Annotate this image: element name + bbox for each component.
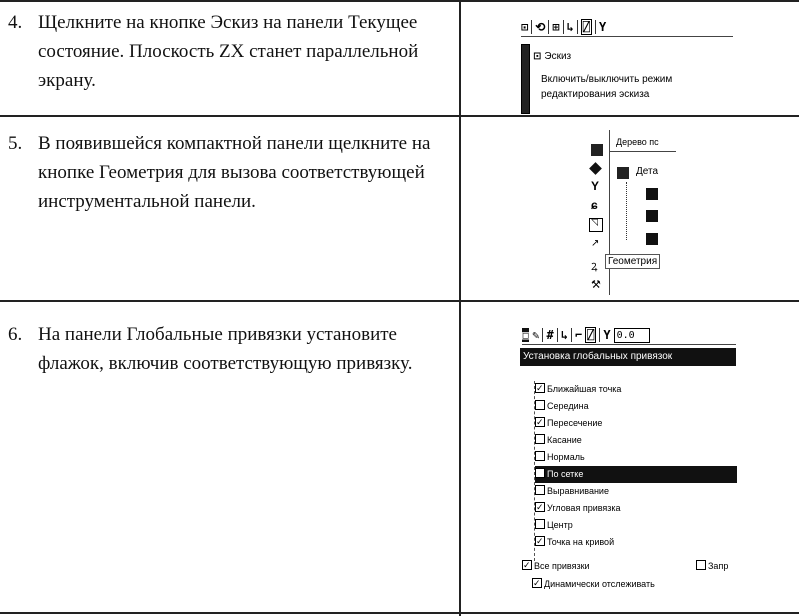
checkbox[interactable] [522,560,532,570]
toolbar-icon[interactable]: ⊡ [521,20,529,34]
diamond-icon[interactable] [589,162,602,175]
snap-label: Выравнивание [547,486,609,496]
step-icon[interactable]: Y [603,328,611,342]
option-label: Динамически отслеживать [544,579,655,589]
cube-icon[interactable] [591,144,603,156]
checkbox[interactable] [535,417,545,427]
checkbox[interactable] [535,502,545,512]
snap-label: Середина [547,401,589,411]
sketch-icon[interactable]: ⍁ [587,328,595,342]
checkbox[interactable] [535,451,545,461]
global-snaps-toolbar [522,326,736,345]
table-border-top [0,0,799,2]
snap-label: Нормаль [547,452,585,462]
checkbox[interactable] [535,485,545,495]
table-border-bottom [0,612,799,614]
all-snaps-option[interactable] [522,558,590,575]
tooltip-title-row [533,51,571,62]
checkbox[interactable] [535,383,545,393]
snap-label: Центр [547,520,573,530]
tooltip-line-1: Включить/выключить режим [541,74,673,85]
step-text: Щелкните на кнопке Эскиз на панели Текущее состояние. Плоскость ZX станет параллельной экрану. [38,12,419,91]
grid-icon[interactable]: ⊞ [552,20,560,34]
list-item[interactable] [535,517,737,534]
checkbox[interactable] [696,560,706,570]
annotation-icon[interactable]: Ꝝ [591,262,598,273]
arc-icon[interactable]: ɕ [591,198,598,212]
checkbox[interactable] [535,468,545,478]
checkbox[interactable] [535,400,545,410]
geometry-button[interactable] [589,218,603,232]
snap-label: Пересечение [547,418,603,428]
part-icon [617,167,629,179]
tooltip-title: Эскиз [544,51,572,62]
snap-label: По сетке [547,469,584,479]
step-number: 6. [8,324,23,345]
sketch-tooltip [533,48,733,112]
model-tree [609,130,676,295]
step-number: 4. [8,12,23,33]
dimension-icon[interactable]: ↗ [591,238,600,249]
list-item-selected[interactable] [535,466,737,483]
row-divider [0,300,799,302]
sketch-icon: ⊡ [533,51,542,62]
dynamic-tracking-option[interactable] [532,576,655,593]
geometry-icon: ◹ [591,217,598,227]
hammer-icon[interactable]: ⚒ [591,279,601,291]
checkbox[interactable] [535,536,545,546]
list-item[interactable] [535,500,737,517]
snap-label: Ближайшая точка [547,384,622,394]
forbid-option[interactable] [696,558,728,575]
tree-line [626,182,628,240]
panel-title: Установка глобальных привязок [520,348,736,366]
list-item[interactable] [535,449,737,466]
snaps-icon[interactable]: ▣ [522,328,530,342]
tree-header: Дерево пс [616,137,659,147]
feature-icon[interactable] [646,188,658,200]
tooltip-line-2: редактирования эскиза [541,89,650,100]
option-label: Запр [708,561,729,571]
pencil-icon[interactable]: ✎ [532,328,540,342]
option-label: Все привязки [534,561,590,571]
axis-icon[interactable]: ↳ [560,328,568,342]
axis-icon[interactable]: ↳ [566,20,574,34]
sketch-button[interactable]: ⍁ [582,20,590,34]
list-item[interactable] [535,398,737,415]
feature-icon[interactable] [646,233,658,245]
geometry-tooltip: Геометрия [605,254,660,269]
current-state-toolbar [521,18,733,37]
toolbar-icon[interactable]: Y [599,20,607,34]
column-divider [459,0,461,616]
toolbar-icon[interactable]: ⟲ [535,20,546,34]
geometry-screenshot [585,130,675,295]
checkbox[interactable] [535,519,545,529]
step-text: На панели Глобальные привязки установите флажок, включив соответствующую привязку. [38,324,413,374]
filter-icon[interactable]: Y [591,179,600,193]
list-item[interactable] [535,432,737,449]
step-number: 5. [8,133,23,154]
tree-root[interactable]: Дета [636,166,659,177]
scrollbar[interactable] [521,44,530,114]
toolbar-icon[interactable]: ⌐ [574,328,583,342]
list-item[interactable] [535,534,737,551]
step-text: В появившейся компактной панели щелкните на кнопке Геометрия для вызова соответствующей инструментальной панели. [38,133,431,212]
checkbox[interactable] [535,434,545,444]
checkbox[interactable] [532,578,542,588]
divider [610,151,676,152]
snap-label: Угловая привязка [547,503,621,513]
sketch-screenshot [521,18,733,112]
list-item[interactable] [535,415,737,432]
list-item[interactable] [535,381,737,398]
list-item[interactable] [535,483,737,500]
snaps-list [534,381,737,561]
step-value-input[interactable]: 0.0 [614,328,650,343]
snap-label: Точка на кривой [547,537,615,547]
compact-panel [585,142,607,292]
grid-icon[interactable]: # [546,328,554,342]
snap-label: Касание [547,435,582,445]
row-divider [0,115,799,117]
global-snaps-screenshot [520,326,736,604]
feature-icon[interactable] [646,210,658,222]
